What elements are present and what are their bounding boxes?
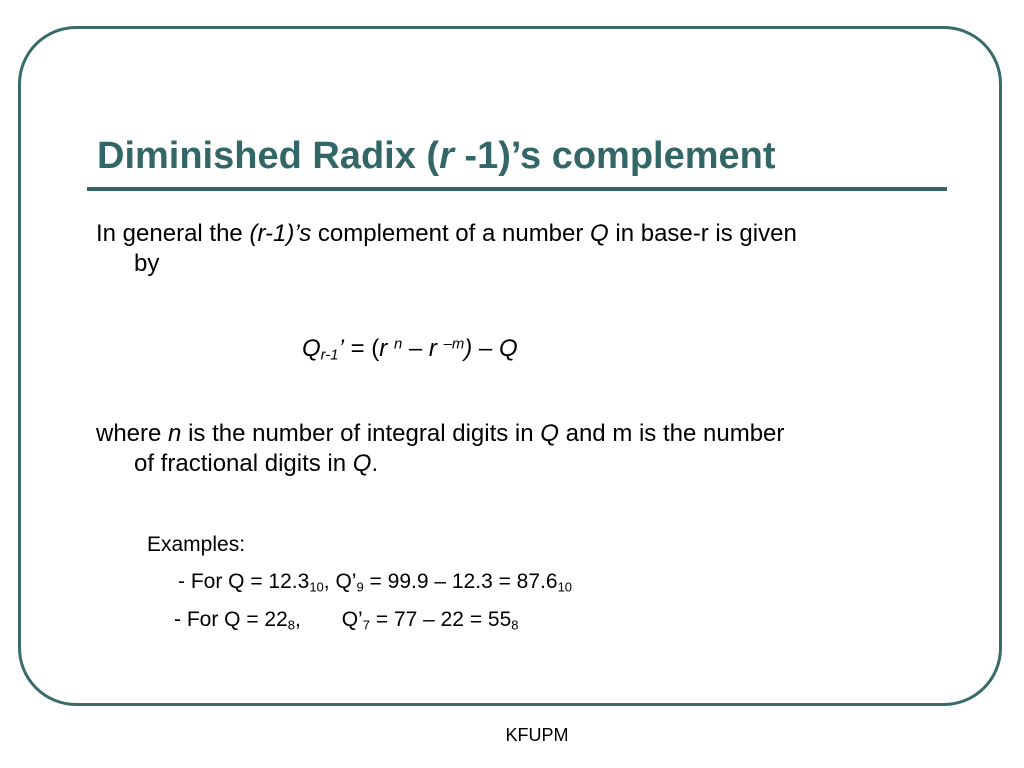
examples-label: Examples: [147,533,246,556]
example-1 [178,568,572,596]
ex2-b: , Q’ [295,608,363,631]
ex1-b: , Q’ [323,570,357,593]
ex2-c-subscript: 8 [511,617,519,633]
ex1-a-subscript: 10 [309,579,324,595]
ex1-b-subscript: 9 [356,579,364,595]
title-part1: Diminished Radix ( [97,135,440,177]
def-text1: In general the [96,220,250,247]
where-text4: Q [540,420,559,447]
def-text3: complement of a number [311,220,591,247]
def-text4: Q [590,220,609,247]
formula-prime: ’ [338,335,344,362]
where-text7: Q [352,450,372,477]
formula-end: ) – Q [464,335,518,362]
complement-formula [302,334,518,364]
def-text2: (r-1)’s [249,220,312,247]
slide-frame [18,26,1002,706]
formula-q-subscript: r-1 [320,347,339,364]
example-2 [174,606,519,634]
def-text6: by [134,250,160,277]
where-text6: of fractional digits in [134,450,353,477]
slide-footer: KFUPM [505,725,569,745]
definition-paragraph-line1 [96,219,797,249]
ex2-b-subscript: 7 [362,617,370,633]
where-paragraph-line2 [134,449,378,479]
def-text5: in base-r is given [608,220,797,247]
ex1-a: - For Q = 12.3 [178,570,310,593]
ex1-c: = 99.9 – 12.3 = 87.6 [363,570,558,593]
ex2-a: - For Q = 22 [174,608,288,631]
ex2-c: = 77 – 22 = 55 [369,608,512,631]
slide-title [97,132,776,180]
where-text5: and m is the number [558,420,785,447]
formula-minus: – [402,335,429,362]
formula-r2: r [428,335,437,362]
ex1-c-subscript: 10 [557,579,573,595]
formula-q: Q [302,335,321,362]
title-r: r [439,135,454,177]
ex2-a-subscript: 8 [287,617,296,633]
where-text8: . [371,450,379,477]
formula-r1: r [379,335,388,362]
formula-n-exponent: n [393,336,403,353]
where-paragraph-line1 [96,419,784,449]
where-text2: n [168,420,182,447]
definition-paragraph-line2 [134,249,159,279]
title-underline [87,187,947,191]
formula-eq: = ( [343,335,380,362]
where-text1: where [96,420,169,447]
where-text3: is the number of integral digits in [181,420,541,447]
formula-m-exponent: –m [443,336,465,353]
title-part2: -1)’s complement [453,135,776,177]
